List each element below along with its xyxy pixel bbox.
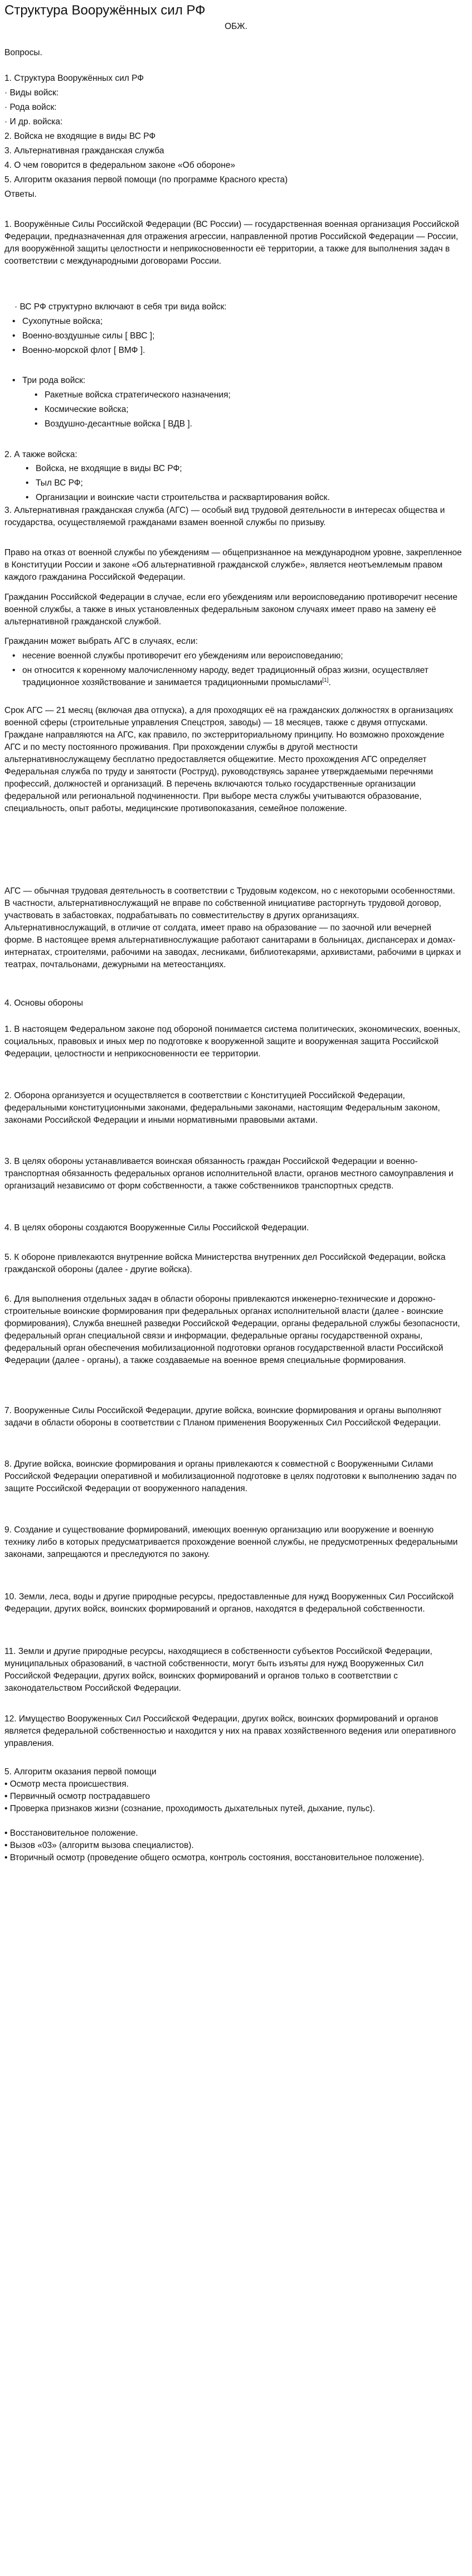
list-item: • Ракетные войска стратегического назначения; <box>4 389 463 401</box>
ags-work-paragraph: АГС — обычная трудовая деятельность в соответствии с Трудовым кодексом, но с некоторыми особенностями. В частности, альтернативнослужащий не вправе по собственной инициативе расторгнуть трудовой договор, участвовать в забастовках, подрабатывать по совместительству в других организациях. Альтернативнослужащий, в отличие от солдата, имеет право на образование — по заочной или вечерней форме. В настоящее время альтернативнослужащие работают санитарами в больницах, диспансерах и домах-интернатах, строителями, рабочими на заводах, лесниками, библиотекарями, архивистами, рабочими в цирках и театрах, почтальонами, дежурными на метеостанциях. <box>4 886 461 969</box>
questions-heading: Вопросы. <box>4 48 42 57</box>
list-item: • Военно-воздушные силы [ ВВС ]; <box>4 330 463 342</box>
ags-paragraph-1: 3. Альтернативная гражданская служба (АГС) — особый вид трудовой деятельности в интересах общества и государства, осуществляемой гражданами взамен военной службы по призыву. <box>4 506 445 527</box>
question-item: 5. Алгоритм оказания первой помощи (по программе Красного креста) <box>4 175 288 185</box>
answers-heading: Ответы. <box>4 190 37 199</box>
first-aid-step: • Восстановительное положение. <box>4 1828 138 1838</box>
defense-item: 7. Вооруженные Силы Российской Федерации, другие войска, воинские формирования и органы выполняют задачи в области обороны в соответствии с Планом применения Вооруженных Сил Российской Федерации. <box>4 1406 442 1428</box>
defense-item: 6. Для выполнения отдельных задач в области обороны привлекаются инженерно-технические и дорожно-строительные воинские формирования при федеральных органах исполнительной власти (далее - воинские формирования), Служба внешней разведки Российской Федерации, органы федеральной службы безопасности, федеральный орган специальной связи и информации, федеральные органы государственной охраны, федеральный орган обеспечения мобилизационной подготовки органов государственной власти Российской Федерации (далее - органы), а также создаваемые на военное время специальные формирования. <box>4 1294 460 1365</box>
ags-cases-intro: Гражданин может выбрать АГС в случаях, если: <box>4 637 198 646</box>
list-item: • Тыл ВС РФ; <box>4 477 463 489</box>
defense-item: 11. Земли и другие природные ресурсы, находящиеся в собственности субъектов Российской Федерации, муниципальных образований, в частной собственности, могут быть изъяты для нужд Вооруженных Сил Российской Федерации, других войск, воинских формирований и органов только в соответствии с законодательством Российской Федерации. <box>4 1647 432 1693</box>
ags-paragraph-3: Гражданин Российской Федерации в случае, если его убеждениям или вероисповеданию противоречит несение военной службы, а также в иных установленных федеральным законом случаях имеет право на замену её альтернативной гражданской службой. <box>4 593 458 627</box>
list-item: • Космические войска; <box>4 404 463 416</box>
list-item: • Организации и воинские части строительства и расквартирования войск. <box>4 492 463 504</box>
list-item: • несение военной службы противоречит его убеждениям или вероисповеданию; <box>4 650 463 662</box>
list-item-end: . <box>328 678 331 687</box>
first-aid-step: • Проверка признаков жизни (сознание, проходимость дыхательных путей, дыхание, пульс). <box>4 1804 375 1813</box>
question-item: · И др. войска: <box>4 117 63 127</box>
branches-intro-list <box>4 375 463 387</box>
defense-item: 3. В целях обороны устанавливается воинская обязанность граждан Российской Федерации и военно-транспортная обязанность федеральных органов исполнительной власти, органов местного самоуправления и организаций независимо от форм собственности, а также собственников транспортных средств. <box>4 1157 454 1191</box>
subject-label: ОБЖ. <box>225 22 247 31</box>
first-aid-step: • Осмотр места происшествия. <box>4 1779 129 1789</box>
defense-item: 8. Другие войска, воинские формирования и органы привлекаются к совместной с Вооруженными Силами Российской Федерации оперативной и мобилизационной подготовке в целях подготовки к выполнению задач по защите Российской Федерации от вооруженного нападения. <box>4 1459 457 1493</box>
list-item: • Военно-морской флот [ ВМФ ]. <box>4 345 463 357</box>
list-item: • Воздушно-десантные войска [ ВДВ ]. <box>4 418 463 430</box>
ags-term-paragraph: Срок АГС — 21 месяц (включая два отпуска), а для проходящих её на гражданских должностях в организациях военной сферы (строительные управления Спецстроя, заводы) — 18 месяцев, также с двумя отпусками. Граждане направляются на АГС, как правило, по экстерриториальному принципу. Но возможно прохождение АГС и по месту постоянного проживания. При прохождении службы в другой местности альтернативнослужащему бесплатно предоставляется общежитие. Место прохождения АГС определяет Федеральная служба по труду и занятости (Роструд), руководствуясь заранее утверждаемыми перечнями профессий, должностей и организаций. В перечень включаются только государственные организации федеральной или региональной подчиненности. При выборе места службы учитываются образование, специальность, опыт работы, медицинские противопоказания, семейное положение. <box>4 706 453 813</box>
defense-item: 9. Создание и существование формирований, имеющих военную организацию или вооружение и военную технику либо в которых предусматривается прохождение военной службы, не предусмотренных федеральными законами, запрещаются и преследуются по закону. <box>4 1525 458 1559</box>
defense-item: 10. Земли, леса, воды и другие природные ресурсы, предоставленные для нужд Вооруженных Сил Российской Федерации, других войск, воинских формирований и органов, находятся в федеральной собственности. <box>4 1592 454 1614</box>
question-item: 3. Альтернативная гражданская служба <box>4 146 164 156</box>
list-item <box>4 664 463 689</box>
first-aid-heading: 5. Алгоритм оказания первой помощи <box>4 1767 157 1777</box>
footnote-link[interactable]: [1] <box>322 677 329 683</box>
defense-item: 2. Оборона организуется и осуществляется в соответствии с Конституцией Российской Федерации, федеральными конституционными законами, федеральными законами, настоящим Федеральным законом, законами Российской Федерации и иными нормативными правовыми актами. <box>4 1091 440 1125</box>
ags-cases-list <box>4 650 463 689</box>
defense-item: 5. К обороне привлекаются внутренние войска Министерства внутренних дел Российской Федерации, войска гражданской обороны (далее - другие войска). <box>4 1253 446 1274</box>
list-item: • Сухопутные войска; <box>4 316 463 328</box>
defense-item: 4. В целях обороны создаются Вооруженные Силы Российской Федерации. <box>4 1223 309 1233</box>
question-item: · Виды войск: <box>4 88 59 98</box>
defense-heading: 4. Основы обороны <box>4 998 83 1008</box>
defense-item: 1. В настоящем Федеральном законе под обороной понимается система политических, экономических, военных, социальных, правовых и иных мер по подготовке к вооруженной защите и вооруженная защита Российской Федерации, целостности и неприкосновенности ее территории. <box>4 1025 460 1059</box>
other-troops-heading: 2. А также войска: <box>4 450 77 459</box>
question-item: 1. Структура Вооружённых сил РФ <box>4 74 144 83</box>
first-aid-step: • Вторичный осмотр (проведение общего осмотра, контроль состояния, восстановительное положение). <box>4 1853 425 1862</box>
question-item: 2. Войска не входящие в виды ВС РФ <box>4 132 156 141</box>
page-title: Структура Вооружённых сил РФ <box>4 3 206 18</box>
branches-intro: • Три рода войск: <box>4 375 463 387</box>
kinds-intro: · ВС РФ структурно включают в себя три вида войск: <box>14 302 227 312</box>
other-troops-list <box>4 463 463 504</box>
branches-list <box>4 389 463 430</box>
answer-1-paragraph: 1. Вооружённые Силы Российской Федерации (ВС России) — государственная военная организация Российской Федерации, предназначенная для отражения агрессии, направленной против Российской Федерации — России, для вооружённой защиты целостности и неприкосновенности её территории, а также для выполнения задач в соответствии с международными договорами России. <box>4 220 459 266</box>
defense-item: 12. Имущество Вооруженных Сил Российской Федерации, других войск, воинских формирований и органов является федеральной собственностью и находится у них на правах хозяйственного ведения или оперативного управления. <box>4 1714 456 1748</box>
ags-paragraph-2: Право на отказ от военной службы по убеждениям — общепризнанное на международном уровне, закрепленное в Конституции России и законе «Об альтернативной гражданской службе», является неотъемлемым правом каждого гражданина Российской Федерации. <box>4 548 462 582</box>
list-item-text: он относится к коренному малочисленному народу, ведет традиционный образ жизни, осуществляет традиционное хозяйствование и занимается традиционными промыслами <box>22 666 429 687</box>
list-item: • Войска, не входящие в виды ВС РФ; <box>4 463 463 475</box>
question-item: · Рода войск: <box>4 103 57 112</box>
question-item: 4. О чем говорится в федеральном законе «Об обороне» <box>4 161 236 170</box>
first-aid-step: • Вызов «03» (алгоритм вызова специалистов). <box>4 1841 194 1850</box>
first-aid-step: • Первичный осмотр пострадавшего <box>4 1792 150 1801</box>
kinds-list <box>4 316 463 357</box>
